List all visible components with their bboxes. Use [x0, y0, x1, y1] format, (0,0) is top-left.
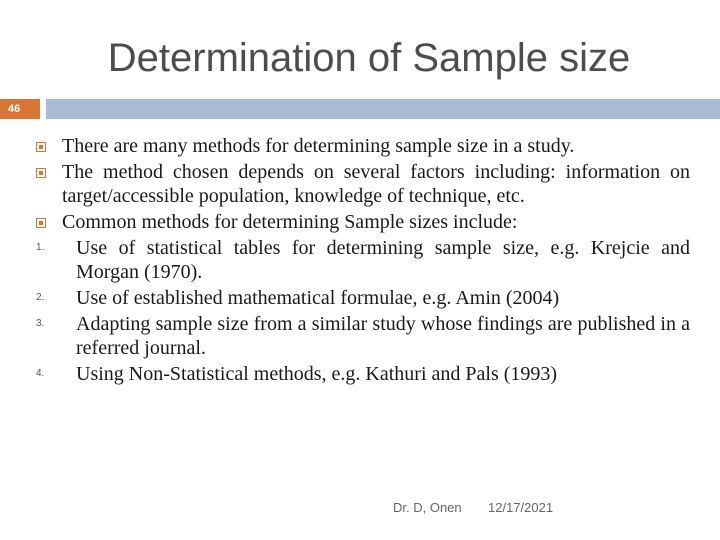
footer-date: 12/17/2021 — [488, 500, 554, 515]
square-bullet-icon — [36, 168, 46, 178]
bullet-item — [0, 134, 720, 158]
item-number: 1. — [36, 242, 45, 253]
bullet-text: Common methods for determining Sample sizes include: — [62, 211, 518, 233]
numbered-text: Use of statistical tables for determining sample size, e.g. Krejcie and Morgan (1970). — [76, 237, 690, 283]
numbered-text: Using Non-Statistical methods, e.g. Kathuri and Pals (1993) — [76, 363, 558, 385]
numbered-item — [0, 312, 720, 360]
bullet-text: The method chosen depends on several factors including: information on target/accessible population, knowledge of technique, etc. — [62, 161, 690, 207]
item-number: 4. — [36, 368, 45, 379]
numbered-item — [0, 362, 720, 386]
item-number: 3. — [36, 318, 45, 329]
slide-number-badge — [0, 99, 40, 119]
header-bar — [46, 99, 720, 119]
bullet-item — [0, 210, 720, 234]
slide-content — [0, 134, 720, 388]
square-bullet-icon — [36, 142, 46, 152]
footer-author: Dr. D, Onen — [393, 500, 462, 515]
numbered-item — [0, 236, 720, 284]
slide-title: Determination of Sample size — [107, 36, 631, 80]
numbered-text: Use of established mathematical formulae, e.g. Amin (2004) — [76, 287, 560, 309]
numbered-item — [0, 286, 720, 310]
bullet-text: There are many methods for determining sample size in a study. — [62, 135, 575, 157]
bullet-item — [0, 160, 720, 208]
square-bullet-icon — [36, 218, 46, 228]
numbered-text: Adapting sample size from a similar study whose findings are published in a referred journal. — [76, 313, 690, 359]
slide-number: 46 — [8, 103, 21, 115]
item-number: 2. — [36, 292, 45, 303]
